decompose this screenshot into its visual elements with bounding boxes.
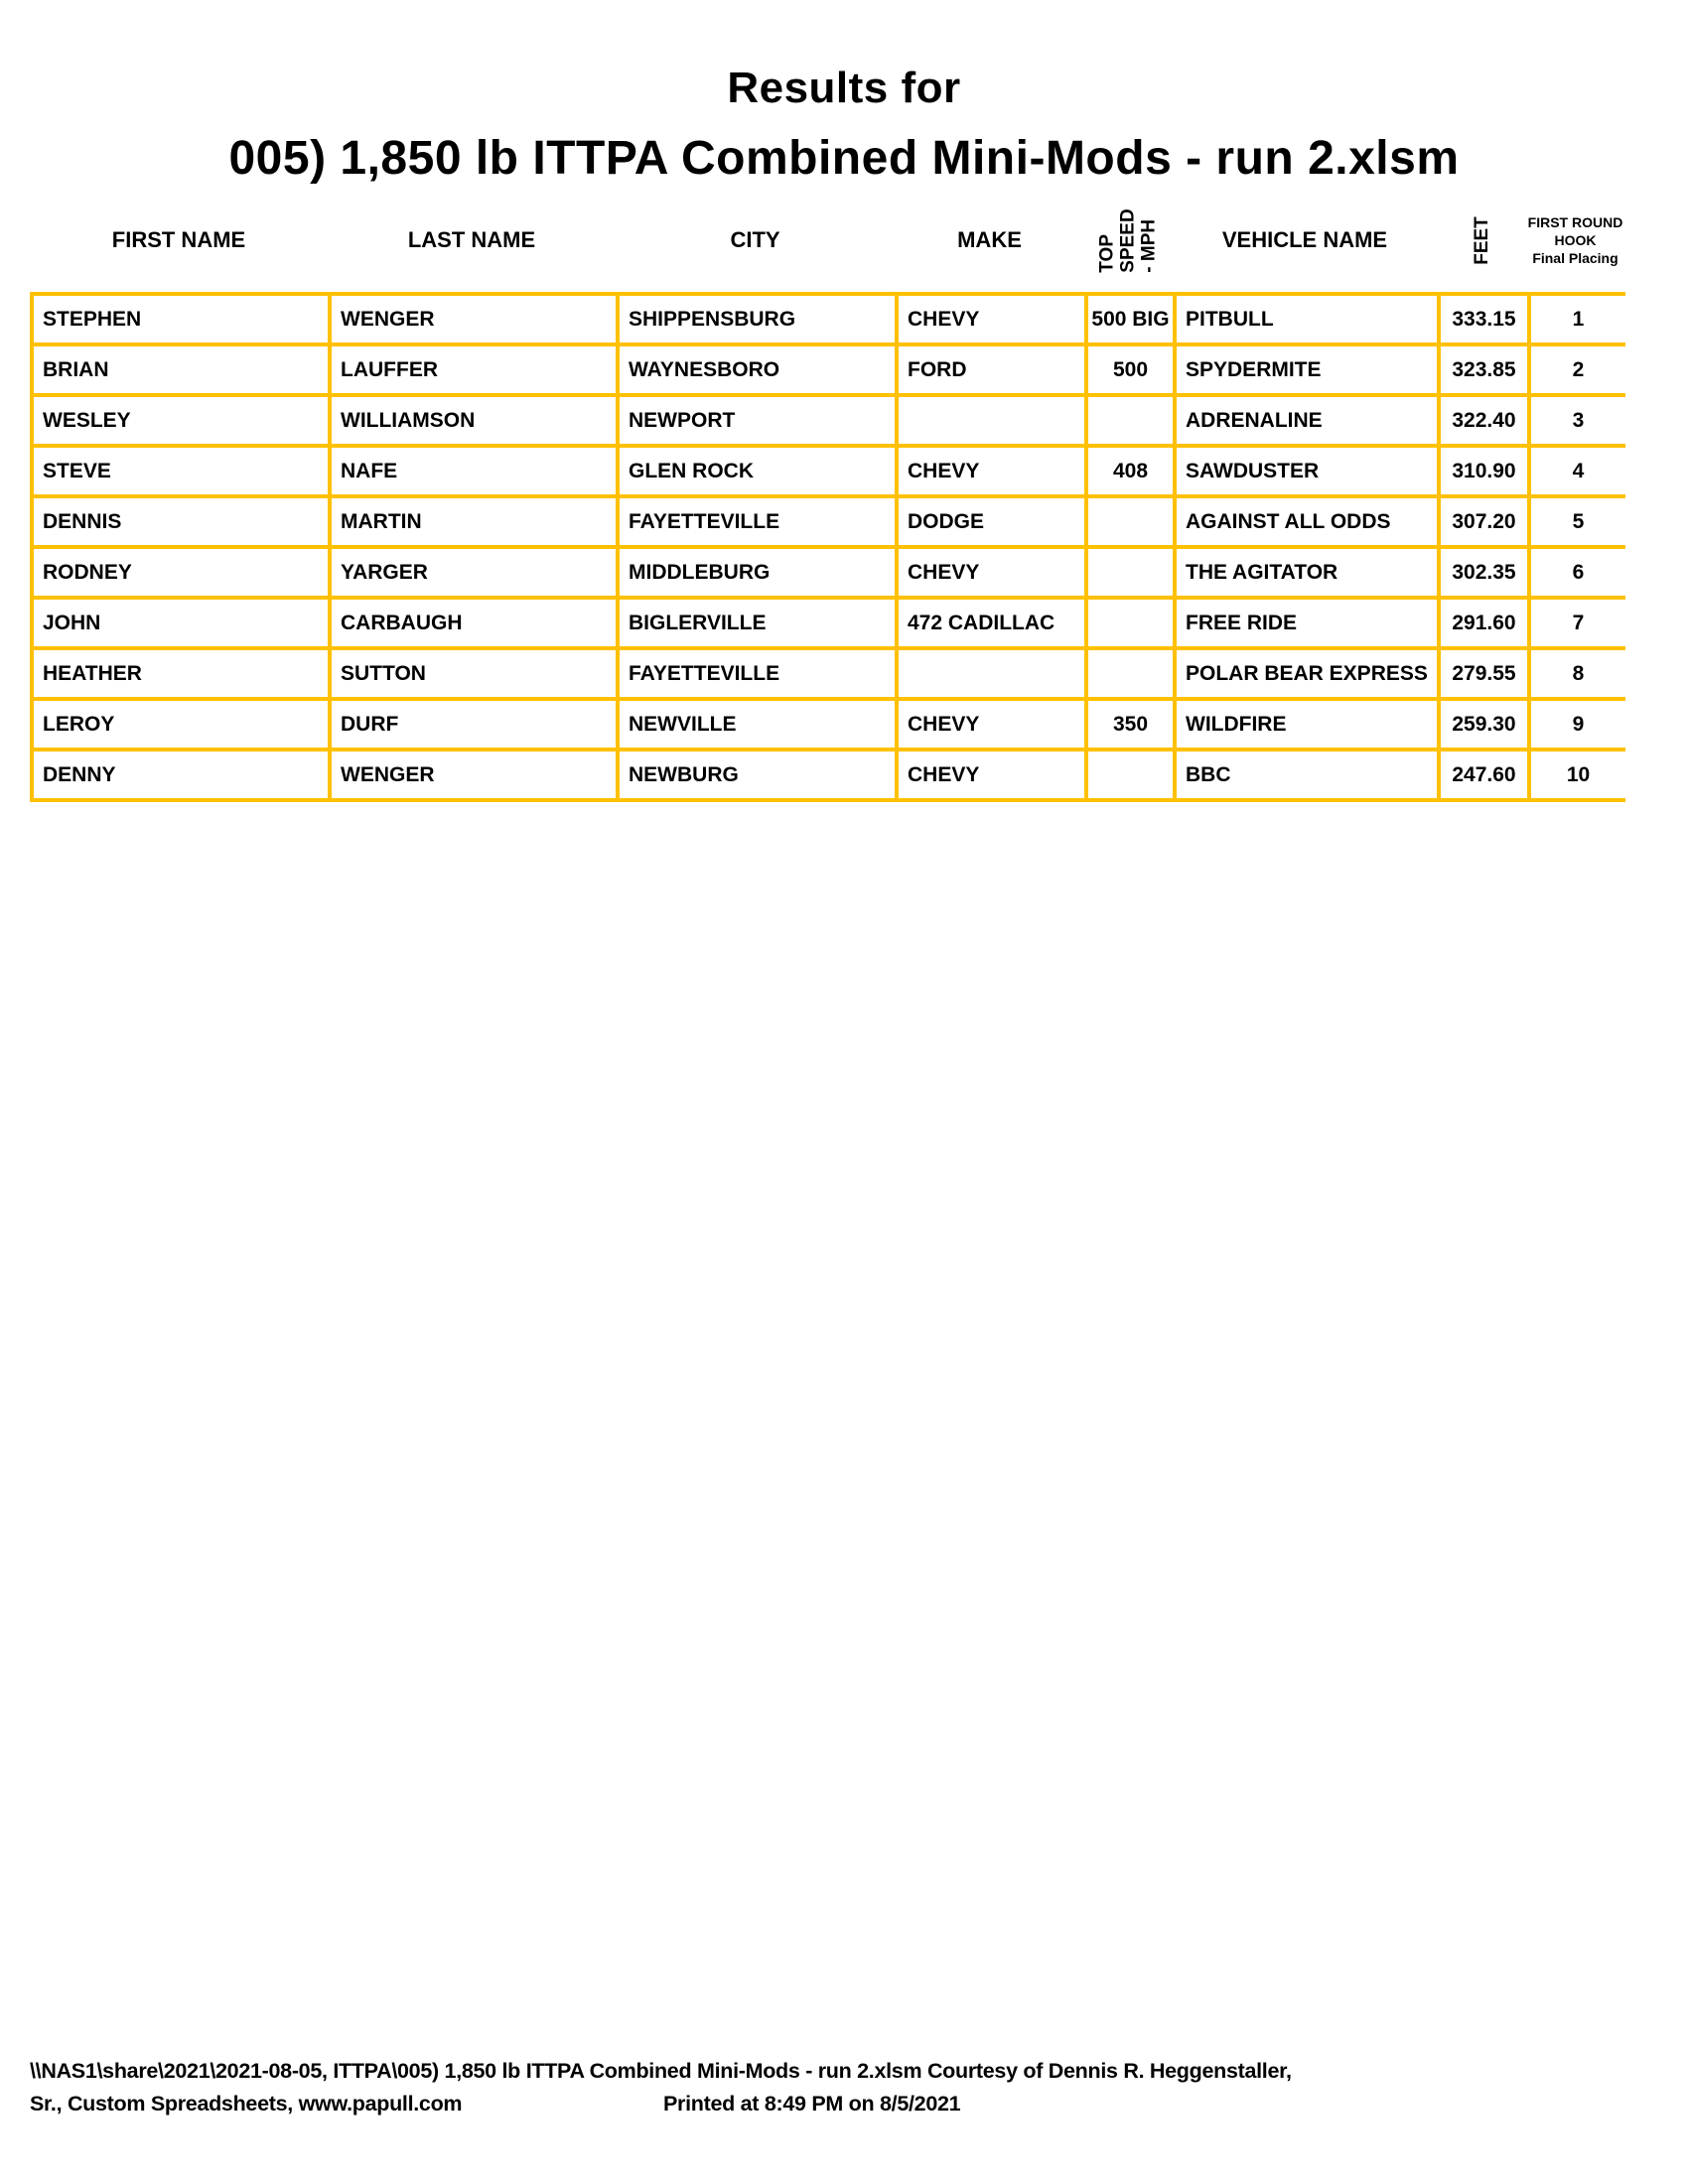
cell-city: NEWBURG (618, 750, 897, 800)
cell-feet: 291.60 (1439, 598, 1529, 648)
footer-path-line: \\NAS1\share\2021\2021-08-05, ITTPA\005) 1,850 lb ITTPA Combined Mini-Mods - run 2.xlsm Courtesy of Dennis R. Heggenstaller, (30, 2059, 1292, 2083)
table-row (32, 648, 1625, 699)
header-feet-rotated-text: FEET (1472, 215, 1492, 265)
header-final-placing-line: HOOK (1554, 232, 1597, 248)
header-final-placing (1527, 191, 1623, 290)
results-table (30, 292, 1625, 802)
cell-vehicle-name: AGAINST ALL ODDS (1175, 496, 1439, 547)
cell-placing: 7 (1529, 598, 1625, 648)
cell-vehicle-name: FREE RIDE (1175, 598, 1439, 648)
table-row (32, 395, 1625, 446)
cell-top-speed: 500 BIG (1086, 294, 1175, 344)
cell-last-name: CARBAUGH (330, 598, 618, 648)
cell-first-name: BRIAN (32, 344, 330, 395)
header-first-name: FIRST NAME (111, 227, 246, 252)
header-final-placing-line: Final Placing (1532, 250, 1618, 266)
cell-last-name: MARTIN (330, 496, 618, 547)
table-header-row (30, 191, 1623, 290)
cell-top-speed (1086, 496, 1175, 547)
cell-placing: 2 (1529, 344, 1625, 395)
cell-city: FAYETTEVILLE (618, 648, 897, 699)
header-top-speed-line: - MPH (1138, 218, 1160, 273)
header-top-speed-line: TOP (1096, 233, 1118, 273)
cell-city: BIGLERVILLE (618, 598, 897, 648)
cell-city: FAYETTEVILLE (618, 496, 897, 547)
table-row (32, 750, 1625, 800)
cell-make (897, 648, 1086, 699)
header-top-speed-line: SPEED (1117, 207, 1139, 273)
cell-vehicle-name: THE AGITATOR (1175, 547, 1439, 598)
cell-placing: 3 (1529, 395, 1625, 446)
cell-city: MIDDLEBURG (618, 547, 897, 598)
footer-second-line (30, 2088, 1673, 2120)
table-row (32, 547, 1625, 598)
cell-make: CHEVY (897, 750, 1086, 800)
cell-make: CHEVY (897, 294, 1086, 344)
cell-first-name: LEROY (32, 699, 330, 750)
page-title: Results for (727, 64, 961, 112)
cell-placing: 5 (1529, 496, 1625, 547)
cell-last-name: YARGER (330, 547, 618, 598)
cell-vehicle-name: WILDFIRE (1175, 699, 1439, 750)
cell-vehicle-name: POLAR BEAR EXPRESS (1175, 648, 1439, 699)
cell-make: FORD (897, 344, 1086, 395)
cell-feet: 323.85 (1439, 344, 1529, 395)
cell-first-name: DENNY (32, 750, 330, 800)
cell-first-name: STEVE (32, 446, 330, 496)
cell-last-name: LAUFFER (330, 344, 618, 395)
cell-top-speed (1086, 395, 1175, 446)
cell-placing: 10 (1529, 750, 1625, 800)
cell-feet: 310.90 (1439, 446, 1529, 496)
cell-vehicle-name: SPYDERMITE (1175, 344, 1439, 395)
cell-placing: 4 (1529, 446, 1625, 496)
cell-placing: 1 (1529, 294, 1625, 344)
cell-first-name: JOHN (32, 598, 330, 648)
cell-feet: 279.55 (1439, 648, 1529, 699)
cell-feet: 247.60 (1439, 750, 1529, 800)
table-row (32, 344, 1625, 395)
cell-feet: 333.15 (1439, 294, 1529, 344)
cell-city: WAYNESBORO (618, 344, 897, 395)
header-last-name: LAST NAME (407, 227, 536, 252)
header-feet (1437, 191, 1527, 290)
table-row (32, 446, 1625, 496)
cell-city: NEWVILLE (618, 699, 897, 750)
cell-first-name: HEATHER (32, 648, 330, 699)
page-subtitle: 005) 1,850 lb ITTPA Combined Mini-Mods - run 2.xlsm (228, 132, 1460, 185)
cell-first-name: WESLEY (32, 395, 330, 446)
footer-printed-at: Printed at 8:49 PM on 8/5/2021 (663, 2092, 961, 2116)
cell-top-speed (1086, 648, 1175, 699)
header-final-placing-line: FIRST ROUND (1527, 214, 1623, 230)
cell-top-speed: 350 (1086, 699, 1175, 750)
cell-city: NEWPORT (618, 395, 897, 446)
cell-vehicle-name: ADRENALINE (1175, 395, 1439, 446)
cell-top-speed (1086, 547, 1175, 598)
table-row (32, 699, 1625, 750)
header-vehicle-name: VEHICLE NAME (1221, 227, 1388, 252)
cell-placing: 9 (1529, 699, 1625, 750)
header-city: CITY (730, 227, 780, 252)
cell-top-speed: 500 (1086, 344, 1175, 395)
cell-feet: 259.30 (1439, 699, 1529, 750)
cell-placing: 8 (1529, 648, 1625, 699)
cell-last-name: NAFE (330, 446, 618, 496)
footer-courtesy-text: Sr., Custom Spreadsheets, www.papull.com (30, 2092, 463, 2116)
cell-top-speed (1086, 750, 1175, 800)
header-make: MAKE (957, 227, 1022, 252)
cell-make: DODGE (897, 496, 1086, 547)
cell-feet: 322.40 (1439, 395, 1529, 446)
cell-city: GLEN ROCK (618, 446, 897, 496)
cell-last-name: SUTTON (330, 648, 618, 699)
cell-first-name: DENNIS (32, 496, 330, 547)
cell-first-name: RODNEY (32, 547, 330, 598)
cell-last-name: WENGER (330, 294, 618, 344)
table-row (32, 598, 1625, 648)
cell-make: 472 CADILLAC (897, 598, 1086, 648)
cell-last-name: WENGER (330, 750, 618, 800)
header-top-speed-rotated-text (1097, 208, 1160, 272)
cell-feet: 302.35 (1439, 547, 1529, 598)
cell-feet: 307.20 (1439, 496, 1529, 547)
cell-make: CHEVY (897, 446, 1086, 496)
cell-placing: 6 (1529, 547, 1625, 598)
cell-vehicle-name: BBC (1175, 750, 1439, 800)
header-top-speed (1084, 191, 1173, 290)
cell-top-speed (1086, 598, 1175, 648)
cell-vehicle-name: PITBULL (1175, 294, 1439, 344)
table-row (32, 294, 1625, 344)
cell-top-speed: 408 (1086, 446, 1175, 496)
cell-first-name: STEPHEN (32, 294, 330, 344)
cell-city: SHIPPENSBURG (618, 294, 897, 344)
cell-last-name: WILLIAMSON (330, 395, 618, 446)
table-row (32, 496, 1625, 547)
cell-vehicle-name: SAWDUSTER (1175, 446, 1439, 496)
footer (30, 2055, 1673, 2120)
cell-make (897, 395, 1086, 446)
cell-make: CHEVY (897, 547, 1086, 598)
cell-make: CHEVY (897, 699, 1086, 750)
cell-last-name: DURF (330, 699, 618, 750)
